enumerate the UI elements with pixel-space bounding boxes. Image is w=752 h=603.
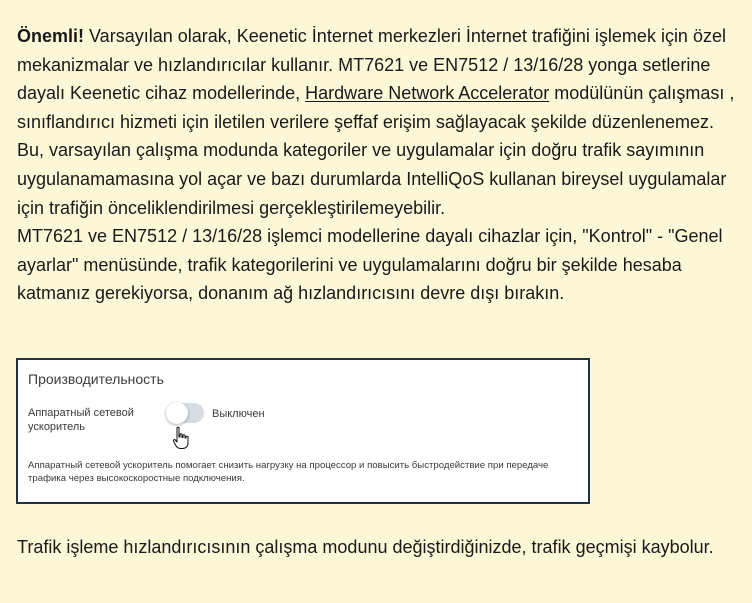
hardware-accelerator-toggle[interactable] (166, 403, 204, 423)
hand-pointer-icon (171, 426, 191, 450)
traffic-history-warning: Trafik işleme hızlandırıcısının çalışma modunu değiştirdiğinizde, trafik geçmişi kaybolur. (17, 537, 714, 557)
toggle-knob (166, 402, 188, 424)
note-text-after-link: modülünün çalışması , sınıflandırıcı hizmeti için iletilen verilere şeffaf erişim sağlayacak şekilde düzenlenemez. Bu, varsayılan çalışma modunda kategoriler ve uygulamalar için doğru trafik sayımının uygulanamamasına yol açar ve bazı durumlarda IntelliQoS kullanan bireysel uygulamalar için trafiğin önceliklendirilmesi gerçekleştirilemeyebilir. (17, 83, 735, 218)
performance-section-title: Производительность (28, 371, 164, 387)
note-bold-label: Önemli! (17, 26, 85, 46)
note-paragraph-2: MT7621 ve EN7512 / 13/16/28 işlemci modellerine dayalı cihazlar için, "Kontrol" - "Genel ayarlar" menüsünde, trafik kategorilerini ve uygulamalarını doğru bir şekilde hesaba katmanız gerekiyorsa, donanım ağ hızlandırıcısını devre dışı bırakın. (17, 226, 723, 304)
hardware-network-accelerator-link[interactable]: Hardware Network Accelerator (305, 83, 550, 104)
hardware-accelerator-label: Аппаратный сетевой ускоритель (28, 407, 134, 433)
note-paragraph-1 (17, 22, 739, 222)
hardware-accelerator-description: Аппаратный сетевой ускоритель помогает снизить нагрузку на процессор и повысить быстродействие при передаче трафика через высокоскоростные подключения. (28, 460, 549, 484)
important-note (17, 22, 739, 308)
performance-settings-screenshot (16, 358, 590, 504)
toggle-status-text: Выключен (212, 408, 265, 420)
note-text-before-link: Varsayılan olarak, Keenetic İnternet merkezleri İnternet trafiğini işlemek için özel mekanizmalar ve hızlandırıcılar kullanır. MT7621 ve EN7512 / 13/16/28 yonga setlerine dayalı Keenetic cihaz modellerinde, (17, 26, 726, 104)
